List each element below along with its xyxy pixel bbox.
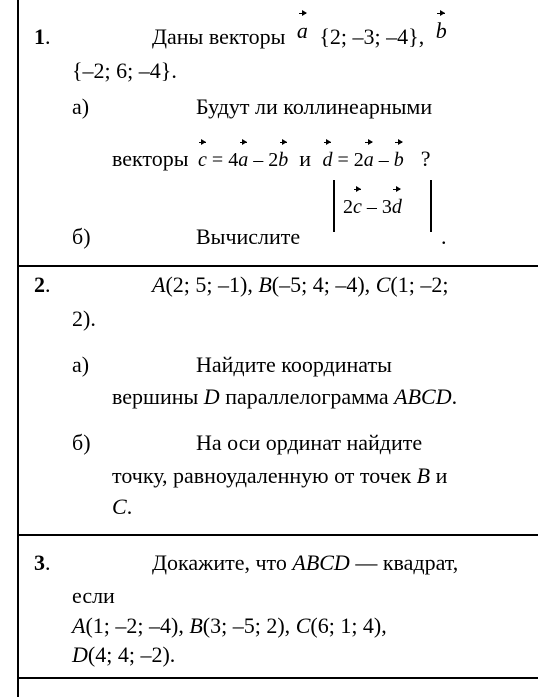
equation-c: c = 4a – 2b bbox=[198, 149, 289, 171]
left-border-line bbox=[17, 0, 19, 697]
problem-1-number: 1 bbox=[34, 24, 45, 49]
separator-3 bbox=[17, 677, 538, 679]
problem-1-intro: Даны векторы bbox=[152, 24, 286, 49]
abs-bar-left bbox=[333, 180, 335, 232]
vector-a-coords: {2; –3; –4}, bbox=[319, 24, 425, 49]
problem-2-points: A(2; 5; –1), B(–5; 4; –4), C(1; –2; bbox=[152, 272, 449, 297]
vector-a: a bbox=[296, 18, 308, 43]
problem-1b-label: б) bbox=[72, 224, 91, 249]
problem-1b-period: . bbox=[441, 224, 447, 249]
problem-1a-line-2: векторы c = 4a – 2b и d = 2a – b ? bbox=[112, 146, 431, 171]
problem-2a-line-2: вершины D параллелограмма ABCD. bbox=[112, 384, 458, 409]
problem-1-line-1 bbox=[152, 18, 447, 50]
problem-1a-text: Будут ли коллинеарными bbox=[196, 94, 433, 119]
problem-1: 1. bbox=[34, 24, 51, 49]
problem-1b-text: Вычислите bbox=[196, 224, 301, 249]
problem-2b-label: б) bbox=[72, 430, 91, 455]
problem-2b-line-3: C. bbox=[112, 494, 133, 519]
problem-3-number: 3 bbox=[34, 550, 45, 575]
equation-d: d = 2a – b bbox=[322, 149, 404, 171]
problem-2a-label: а) bbox=[72, 352, 90, 377]
problem-2a-text: Найдите координаты bbox=[196, 352, 392, 377]
abs-bar-right bbox=[430, 180, 432, 232]
problem-2-number: 2 bbox=[34, 272, 45, 297]
problem-3-line-1: Докажите, что ABCD — квадрат, bbox=[152, 550, 459, 575]
problem-3-line-4: D(4; 4; –2). bbox=[72, 642, 176, 667]
separator-2 bbox=[17, 534, 538, 536]
separator-1 bbox=[17, 265, 538, 267]
problem-2b-line-2: точку, равноудаленную от точек B и bbox=[112, 463, 448, 488]
problem-3-line-3: A(1; –2; –4), B(3; –5; 2), C(6; 1; 4), bbox=[72, 613, 387, 638]
problem-3: 3. bbox=[34, 550, 51, 575]
problem-3-line-2: если bbox=[72, 583, 115, 608]
problem-2: 2. bbox=[34, 272, 51, 297]
vector-b-coords: {–2; 6; –4}. bbox=[72, 58, 177, 83]
vector-b: b bbox=[435, 18, 447, 43]
problem-2b-text: На оси ординат найдите bbox=[196, 430, 423, 455]
abs-expression: 2c – 3d bbox=[343, 196, 402, 218]
problem-1a-label: а) bbox=[72, 94, 90, 119]
problem-2-cont: 2). bbox=[72, 306, 96, 331]
